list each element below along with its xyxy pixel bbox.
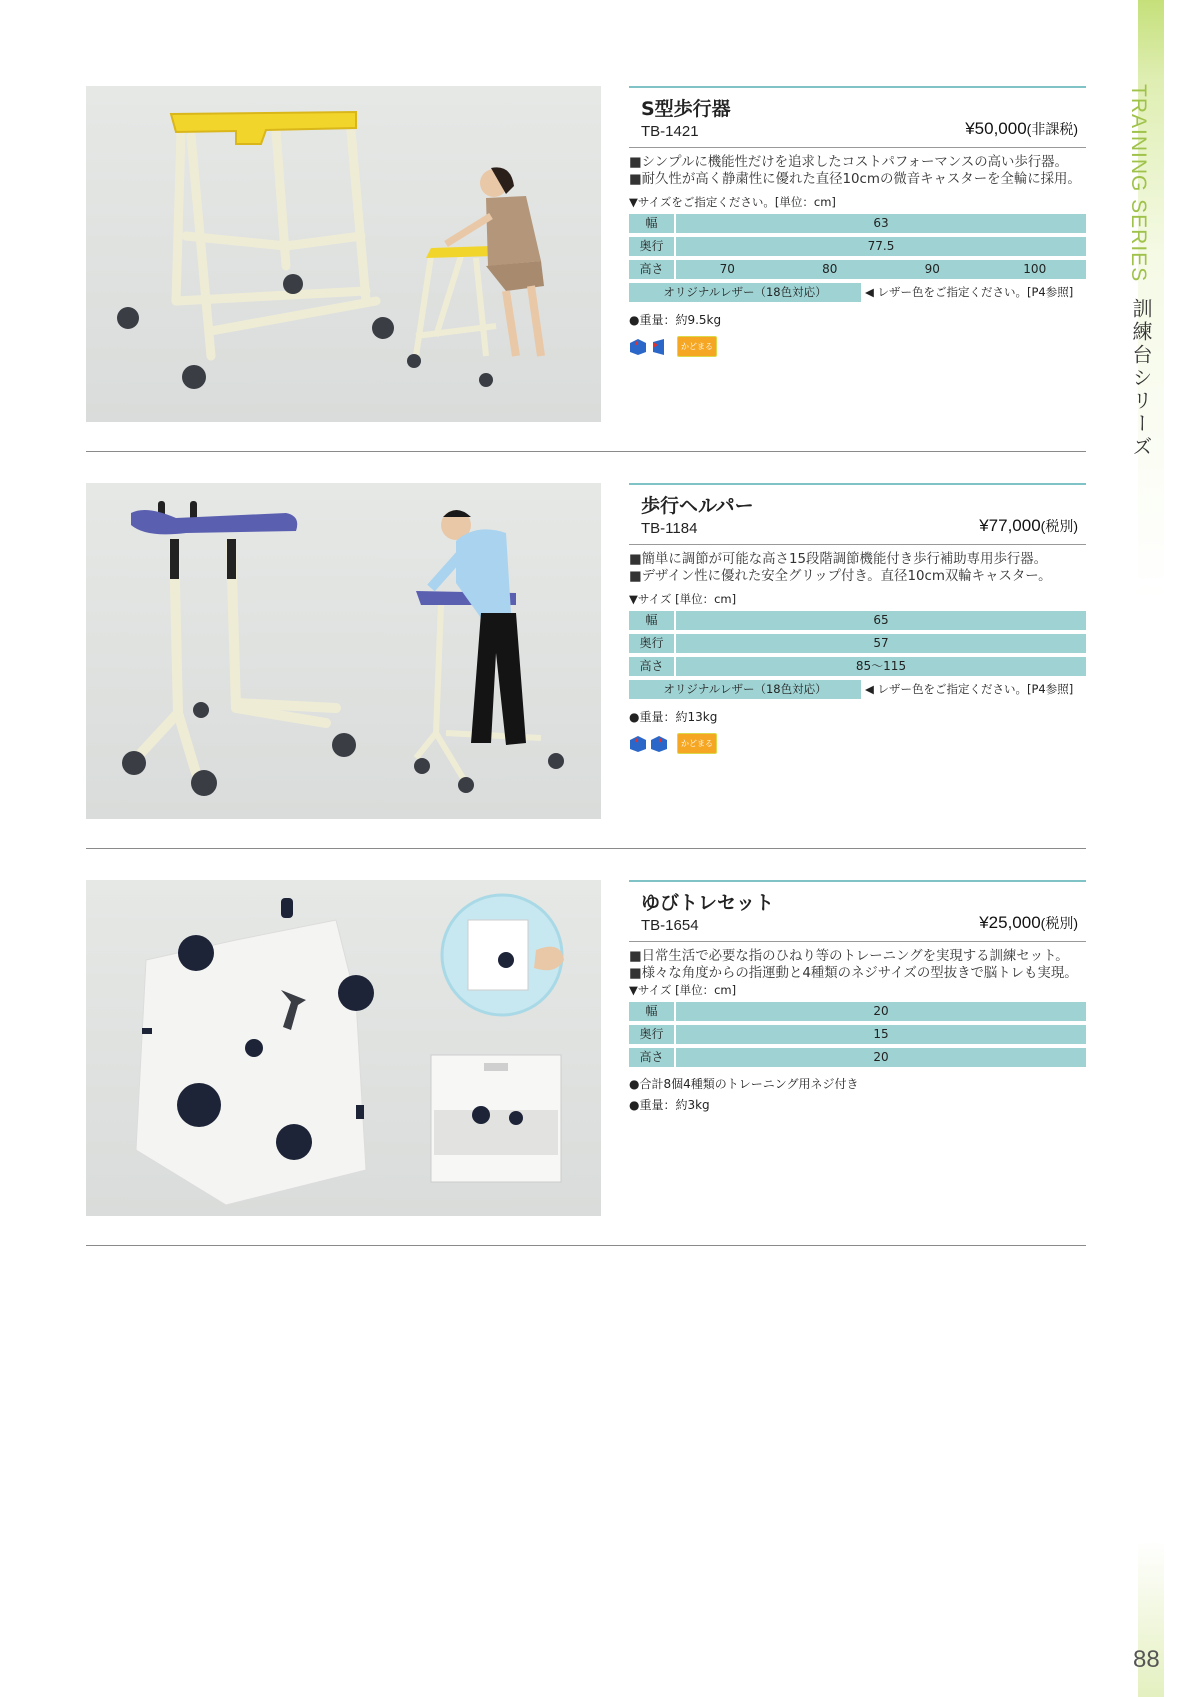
product-price: ¥77,000(税別) [979,516,1078,535]
s-walker-illustration [86,86,601,422]
accessory-text: ●合計8個4種類のトレーニング用ネジ付き [629,1077,859,1091]
blue-cube-icon [629,735,647,753]
series-title-english: TRAINING SERIES [1127,84,1150,283]
leather-note: ◀ レザー色をご指定ください。[P4参照] [865,285,1074,299]
accent-line [629,86,1086,88]
size-note: ▼サイズをご指定ください。[単位：cm] [629,195,836,209]
size-note: ▼サイズ [単位：cm] [629,592,737,606]
section-divider [86,1245,1086,1246]
blue-cube-icon [650,735,668,753]
leather-row [629,283,1086,303]
leather-row [629,680,1086,700]
spec-row-width: 幅 65 [629,611,1086,630]
blue-cube-icon [629,338,647,356]
product-price: ¥50,000(非課税) [965,119,1078,138]
product-description-line: ■デザイン性に優れた安全グリップ付き。直径10cm双輪キャスター。 [629,569,1052,584]
product-s-walker [86,86,1086,422]
product-description-line: ■耐久性が高く静粛性に優れた直径10cmの微音キャスターを全輪に採用。 [629,172,1081,187]
finger-training-illustration [86,880,601,1216]
product-description-line: ■簡単に調節が可能な高さ15段階調節機能付き歩行補助専用歩行器。 [629,552,1048,567]
product-finger-training-set [86,880,1086,1216]
weight-text: ●重量：約3kg [629,1098,710,1112]
product-photo [86,483,601,819]
spec-row-width: 幅 63 [629,214,1086,233]
blue-caster-icon [650,338,668,356]
spec-row-depth: 奥行 57 [629,634,1086,653]
spec-row-depth: 奥行 15 [629,1025,1086,1044]
product-info [629,483,1086,754]
spec-row-width: 幅 20 [629,1002,1086,1021]
feature-icons [629,733,1086,754]
leather-note: ◀ レザー色をご指定ください。[P4参照] [865,682,1074,696]
product-name: 歩行ヘルパー [641,495,754,517]
kadomaru-badge-icon: かどまる [677,733,717,754]
walking-helper-illustration [86,483,601,819]
product-price: ¥25,000(税別) [979,913,1078,932]
product-description-line: ■シンプルに機能性だけを追求したコストパフォーマンスの高い歩行器。 [629,155,1068,170]
product-photo [86,880,601,1216]
product-code: TB-1421 [641,123,699,140]
accent-line [629,483,1086,485]
product-code: TB-1184 [641,520,698,537]
accent-line [629,880,1086,882]
product-info [629,880,1086,1113]
spec-row-height: 高さ 85～115 [629,657,1086,676]
leather-label: オリジナルレザー（18色対応） [629,283,861,302]
spec-row-height: 高さ 20 [629,1048,1086,1067]
product-name: S型歩行器 [641,98,731,120]
page-number: 88 [1133,1646,1160,1673]
weight-text: ●重量：約13kg [629,710,718,724]
product-walking-helper [86,483,1086,819]
product-description-line: ■様々な角度からの指運動と4種類のネジサイズの型抜きで脳トレも実現。 [629,966,1078,981]
product-code: TB-1654 [641,917,699,934]
product-info [629,86,1086,357]
spec-row-height: 高さ 70 80 90 100 [629,260,1086,279]
kadomaru-badge-icon: かどまる [677,336,717,357]
weight-text: ●重量：約9.5kg [629,313,722,327]
series-title-japanese: 訓練台シリーズ [1129,298,1153,459]
size-note: ▼サイズ [単位：cm] [629,983,737,997]
product-photo [86,86,601,422]
section-divider [86,848,1086,849]
spec-row-depth: 奥行 77.5 [629,237,1086,256]
section-divider [86,451,1086,452]
feature-icons [629,336,1086,357]
product-name: ゆびトレセット [641,892,775,914]
leather-label: オリジナルレザー（18色対応） [629,680,861,699]
product-description-line: ■日常生活で必要な指のひねり等のトレーニングを実現する訓練セット。 [629,949,1069,964]
